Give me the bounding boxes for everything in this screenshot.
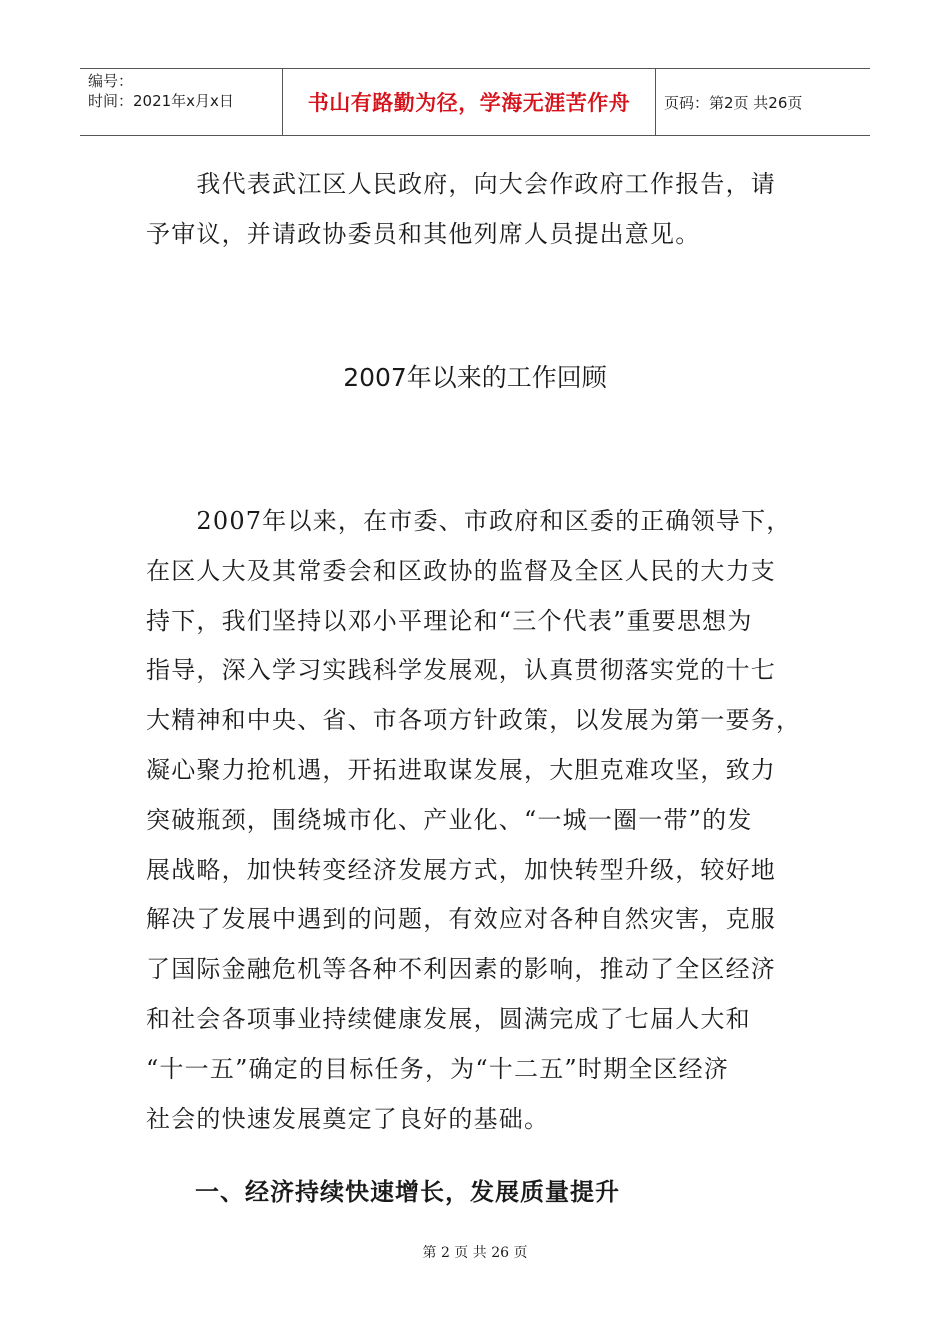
review-line: 了国际金融危机等各种不利因素的影响，推动了全区经济 (146, 955, 776, 984)
review-line: 大精神和中央、省、市各项方针政策，以发展为第一要务， (146, 706, 802, 735)
section-title: 2007年以来的工作回顾 (343, 363, 607, 392)
intro-line: 予审议，并请政协委员和其他列席人员提出意见。 (146, 219, 701, 248)
review-line: 在区人大及其常委会和区政协的监督及全区人民的大力支 (146, 556, 776, 585)
number-label: 编号： (88, 72, 134, 90)
review-line: 持下，我们坚持以邓小平理论和“三个代表”重要思想为 (146, 606, 753, 635)
header-meta (80, 69, 282, 135)
header-motto: 书山有路勤为径，学海无涯苦作舟 (282, 69, 656, 135)
review-line: “十一五”确定的目标任务，为“十二五”时期全区经济 (146, 1054, 730, 1083)
time-label: 时间：2021年x月x日 (88, 92, 234, 110)
review-line: 凝心聚力抢机遇，开拓进取谋发展，大胆克难攻坚，致力 (146, 755, 776, 784)
review-line: 解决了发展中遇到的问题，有效应对各种自然灾害，克服 (146, 905, 776, 934)
header-page-info: 页码：第2页 共26页 (664, 93, 803, 112)
intro-line: 我代表武江区人民政府，向大会作政府工作报告，请 (146, 170, 776, 198)
page-footer: 第 2 页 共 26 页 (422, 1245, 528, 1261)
review-line: 突破瓶颈，围绕城市化、产业化、“一城一圈一带”的发 (146, 805, 753, 834)
intro-paragraph (146, 160, 806, 260)
review-line: 和社会各项事业持续健康发展，圆满完成了七届人大和 (146, 1004, 751, 1033)
subsection-title: 一、经济持续快速增长，发展质量提升 (195, 1177, 620, 1206)
review-line: 指导，深入学习实践科学发展观，认真贯彻落实党的十七 (146, 656, 776, 685)
review-line: 2007年以来，在市委、市政府和区委的正确领导下， (146, 507, 792, 535)
review-line: 社会的快速发展奠定了良好的基础。 (146, 1104, 550, 1133)
review-paragraph (146, 497, 806, 1144)
review-line: 展战略，加快转变经济发展方式，加快转型升级，较好地 (146, 855, 776, 884)
document-header (80, 68, 870, 136)
